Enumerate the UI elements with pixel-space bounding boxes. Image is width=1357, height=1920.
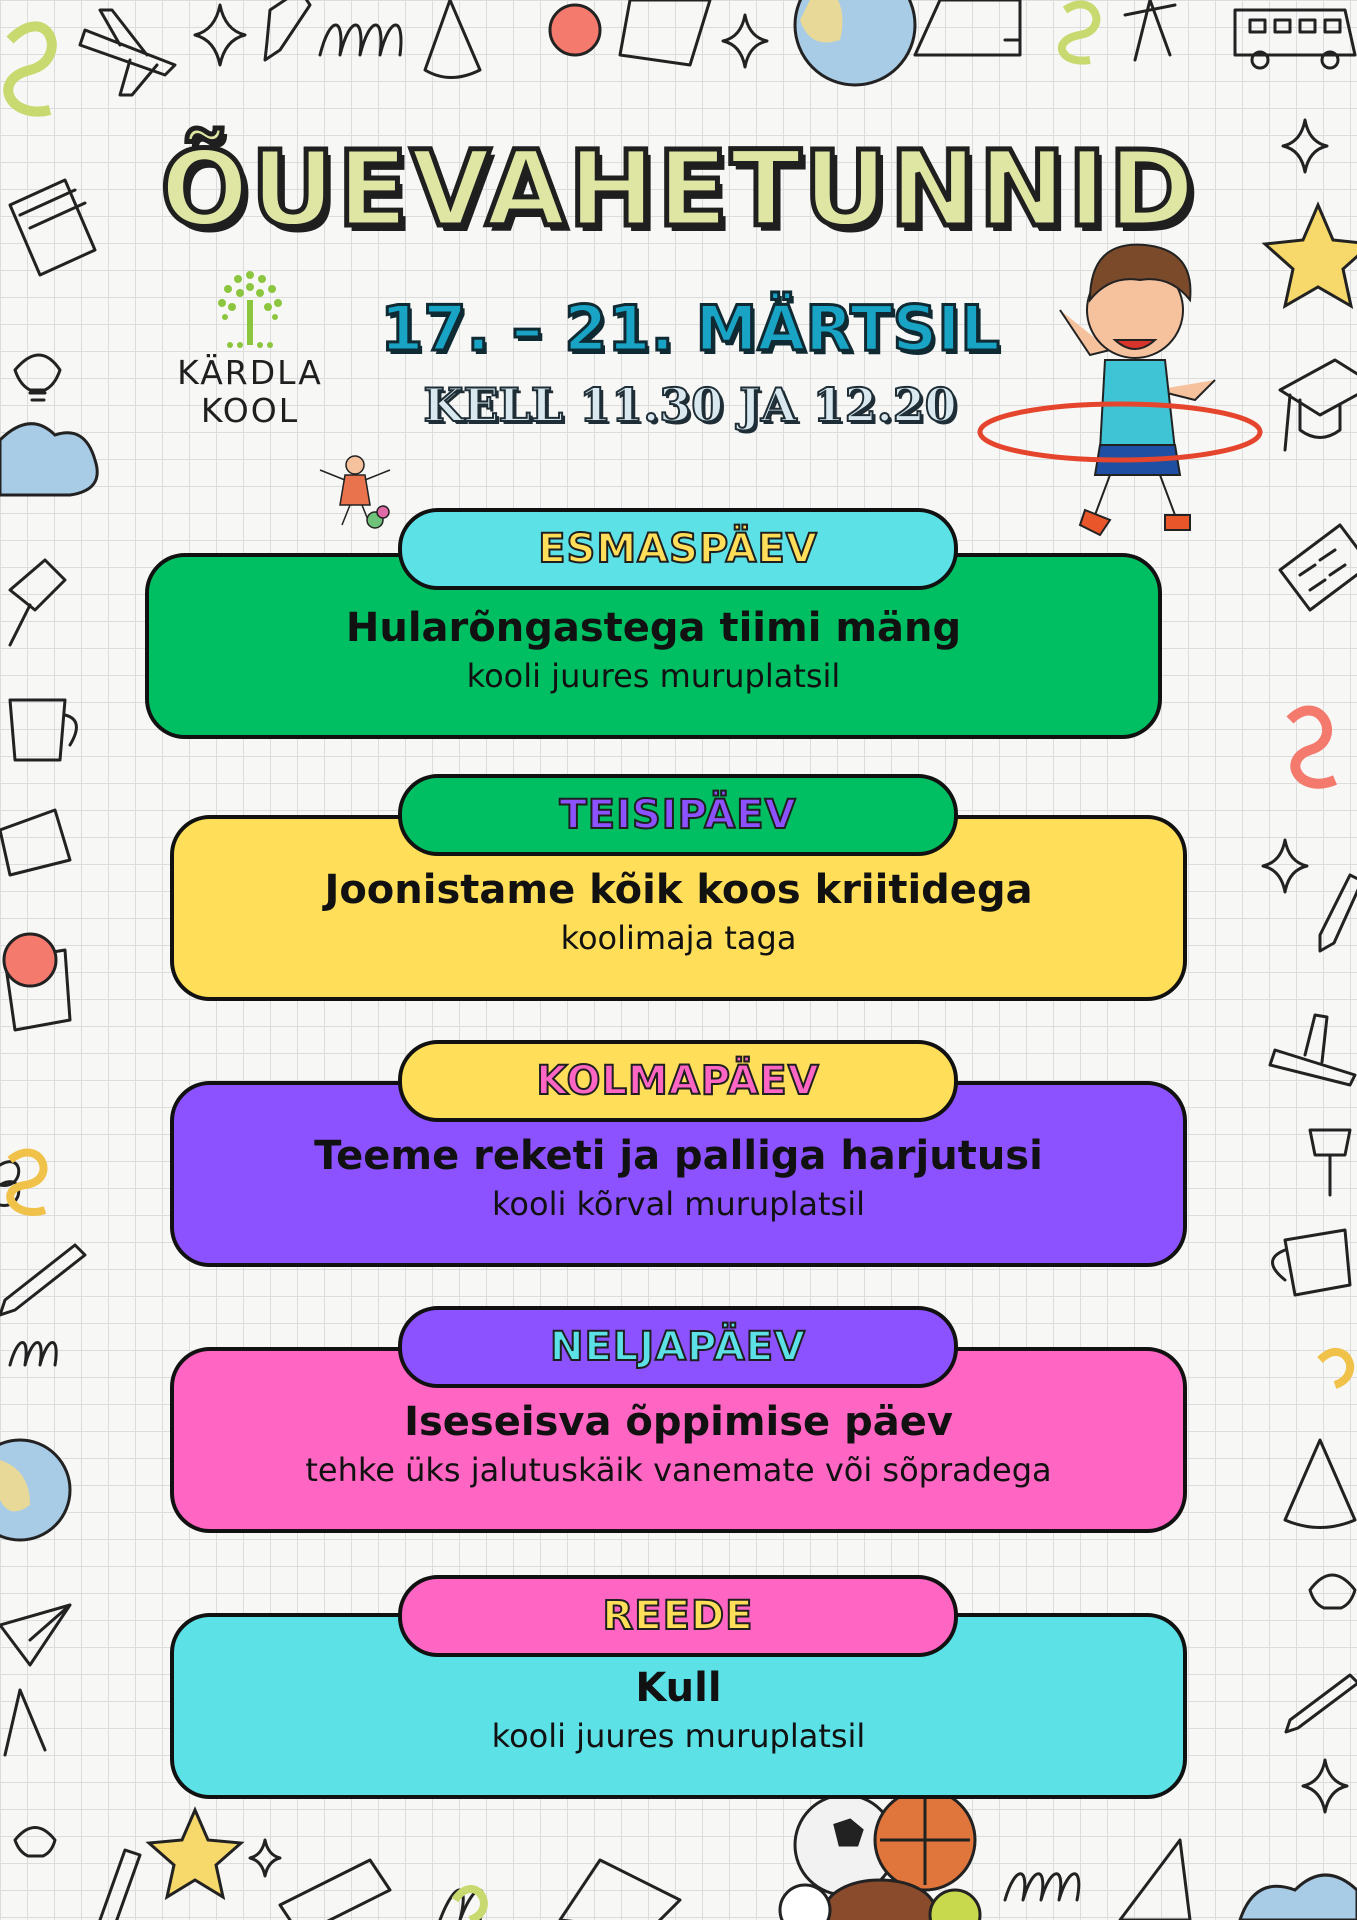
lightbulb-icon [15,355,60,400]
activity-location: kooli juures muruplatsil [491,1717,866,1755]
swirl-icon [1290,711,1335,784]
sparkle-icon [1263,840,1307,892]
swirl-icon [8,26,52,111]
event-times: KELL 11.30 JA 12.20 [423,378,957,432]
sparkle-icon [723,15,767,67]
pencil-icon [265,0,310,60]
activity-title: Iseseisva õppimise päev [404,1399,953,1445]
activity-title: Hularõngastega tiimi mäng [345,605,962,651]
pen-icon [1286,1675,1357,1732]
tennis-ball-icon [930,1890,980,1920]
coil-icon [320,25,401,55]
star-icon [149,1810,241,1897]
compass-icon [1125,0,1175,60]
lightbulb-icon [15,1828,55,1857]
apple-icon [4,934,56,986]
cone-icon [425,0,480,78]
swirl-icon [1320,1352,1350,1385]
paper-plane-icon [0,1605,70,1665]
sparkle-icon [1303,1760,1347,1812]
coil-icon [1005,1874,1079,1900]
bus-icon [0,810,70,875]
day-label-monday: ESMASPÄEV [398,508,958,590]
compass-icon [5,1690,45,1755]
mug-icon [1273,1230,1351,1295]
lightbulb-icon [1310,1575,1355,1608]
pen-icon [0,1245,85,1315]
pin-icon [10,560,65,645]
triangle-ruler-icon [915,0,1020,55]
apple-icon [550,5,600,55]
activity-title: Kull [635,1665,722,1711]
baseball-icon [780,1885,830,1920]
cone-icon [1285,1440,1355,1528]
triangle-ruler-icon [1120,1840,1190,1920]
girl-illustration [320,456,390,528]
graduation-cap-icon [1280,360,1357,450]
activity-title: Joonistame kõik koos kriitidega [324,867,1033,913]
pin-icon [1310,1130,1350,1195]
airplane-icon [1270,1015,1355,1085]
day-label-tuesday: TEISIPÄEV [398,774,958,856]
swirl-icon [1062,4,1096,60]
pencil-icon [1320,875,1357,951]
logo-line-2: KOOL [200,391,300,430]
activity-location: kooli juures muruplatsil [466,657,841,695]
cloud-icon [0,424,97,495]
trapezoid-icon [620,0,710,65]
activity-location: kooli kõrval muruplatsil [492,1185,865,1223]
school-logo [170,265,330,430]
bus-icon [1235,10,1355,55]
page-title: ÕUEVAHETUNNID [160,128,1197,250]
sparkle-icon [195,5,245,65]
cloud-icon [1240,1875,1357,1920]
airplane-icon [80,10,175,95]
swirl-icon [455,1889,484,1920]
activity-location: koolimaja taga [560,919,797,957]
coil-icon [10,1343,56,1366]
sparkle-icon [250,1840,280,1876]
day-label-friday: REEDE [398,1575,958,1657]
day-label-wednesday: KOLMAPÄEV [398,1040,958,1122]
book-icon [560,1860,680,1920]
event-dates: 17. – 21. MÄRTSIL [380,292,1000,365]
hula-hoop-boy-illustration [980,245,1260,535]
bus-icon [280,1860,390,1920]
day-label-thursday: NELJAPÄEV [398,1306,958,1388]
calculator-icon [1280,525,1357,610]
pencil-icon [100,1850,140,1920]
activity-title: Teeme reketi ja palliga harjutusi [314,1133,1043,1179]
activity-location: tehke üks jalutuskäik vanemate või sõpradega [305,1451,1052,1489]
tree-icon [210,265,290,350]
logo-line-1: KÄRDLA [177,353,323,392]
mug-icon [10,700,76,760]
